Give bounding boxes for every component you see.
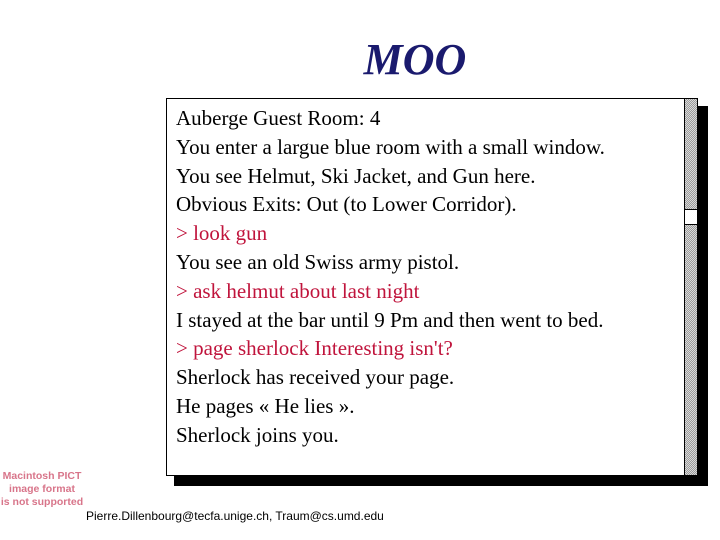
pict-notice-line-3: is not supported — [0, 496, 84, 508]
vertical-scrollbar[interactable] — [685, 99, 697, 475]
pict-notice-line-2: image format — [9, 483, 75, 495]
moo-window — [166, 98, 698, 476]
scrollbar-thumb[interactable] — [685, 209, 697, 225]
slide-title-container — [330, 34, 500, 90]
transcript-line-room-description: You enter a largue blue room with a small window. — [176, 134, 605, 159]
transcript-line-page-received: Sherlock has received your page. — [176, 365, 455, 390]
transcript-line-page-reply: He pages « He lies ». — [176, 393, 355, 418]
pict-notice-line-1: Macintosh PICT — [2, 470, 82, 482]
slide-title: MOO — [363, 35, 467, 84]
transcript-line-ask-reply: I stayed at the bar until 9 Pm and then went to bed. — [176, 307, 604, 332]
transcript-line-look-result: You see an old Swiss army pistol. — [176, 249, 460, 274]
transcript-command-ask: > ask helmut about last night — [176, 278, 420, 303]
transcript-command-page: > page sherlock Interesting isn't? — [176, 336, 453, 361]
transcript-command-look: > look gun — [176, 221, 268, 246]
slide-footer-contacts: Pierre.Dillenbourg@tecfa.unige.ch, Traum@cs.umd.edu — [86, 509, 384, 523]
transcript-line-room-title: Auberge Guest Room: 4 — [176, 106, 381, 130]
transcript-line-joins: Sherlock joins you. — [176, 422, 339, 447]
unsupported-image-placeholder — [0, 470, 84, 509]
transcript-line-room-contents: You see Helmut, Ski Jacket, and Gun here. — [176, 163, 536, 188]
moo-transcript — [167, 99, 685, 475]
transcript-line-exits: Obvious Exits: Out (to Lower Corridor). — [176, 192, 517, 217]
